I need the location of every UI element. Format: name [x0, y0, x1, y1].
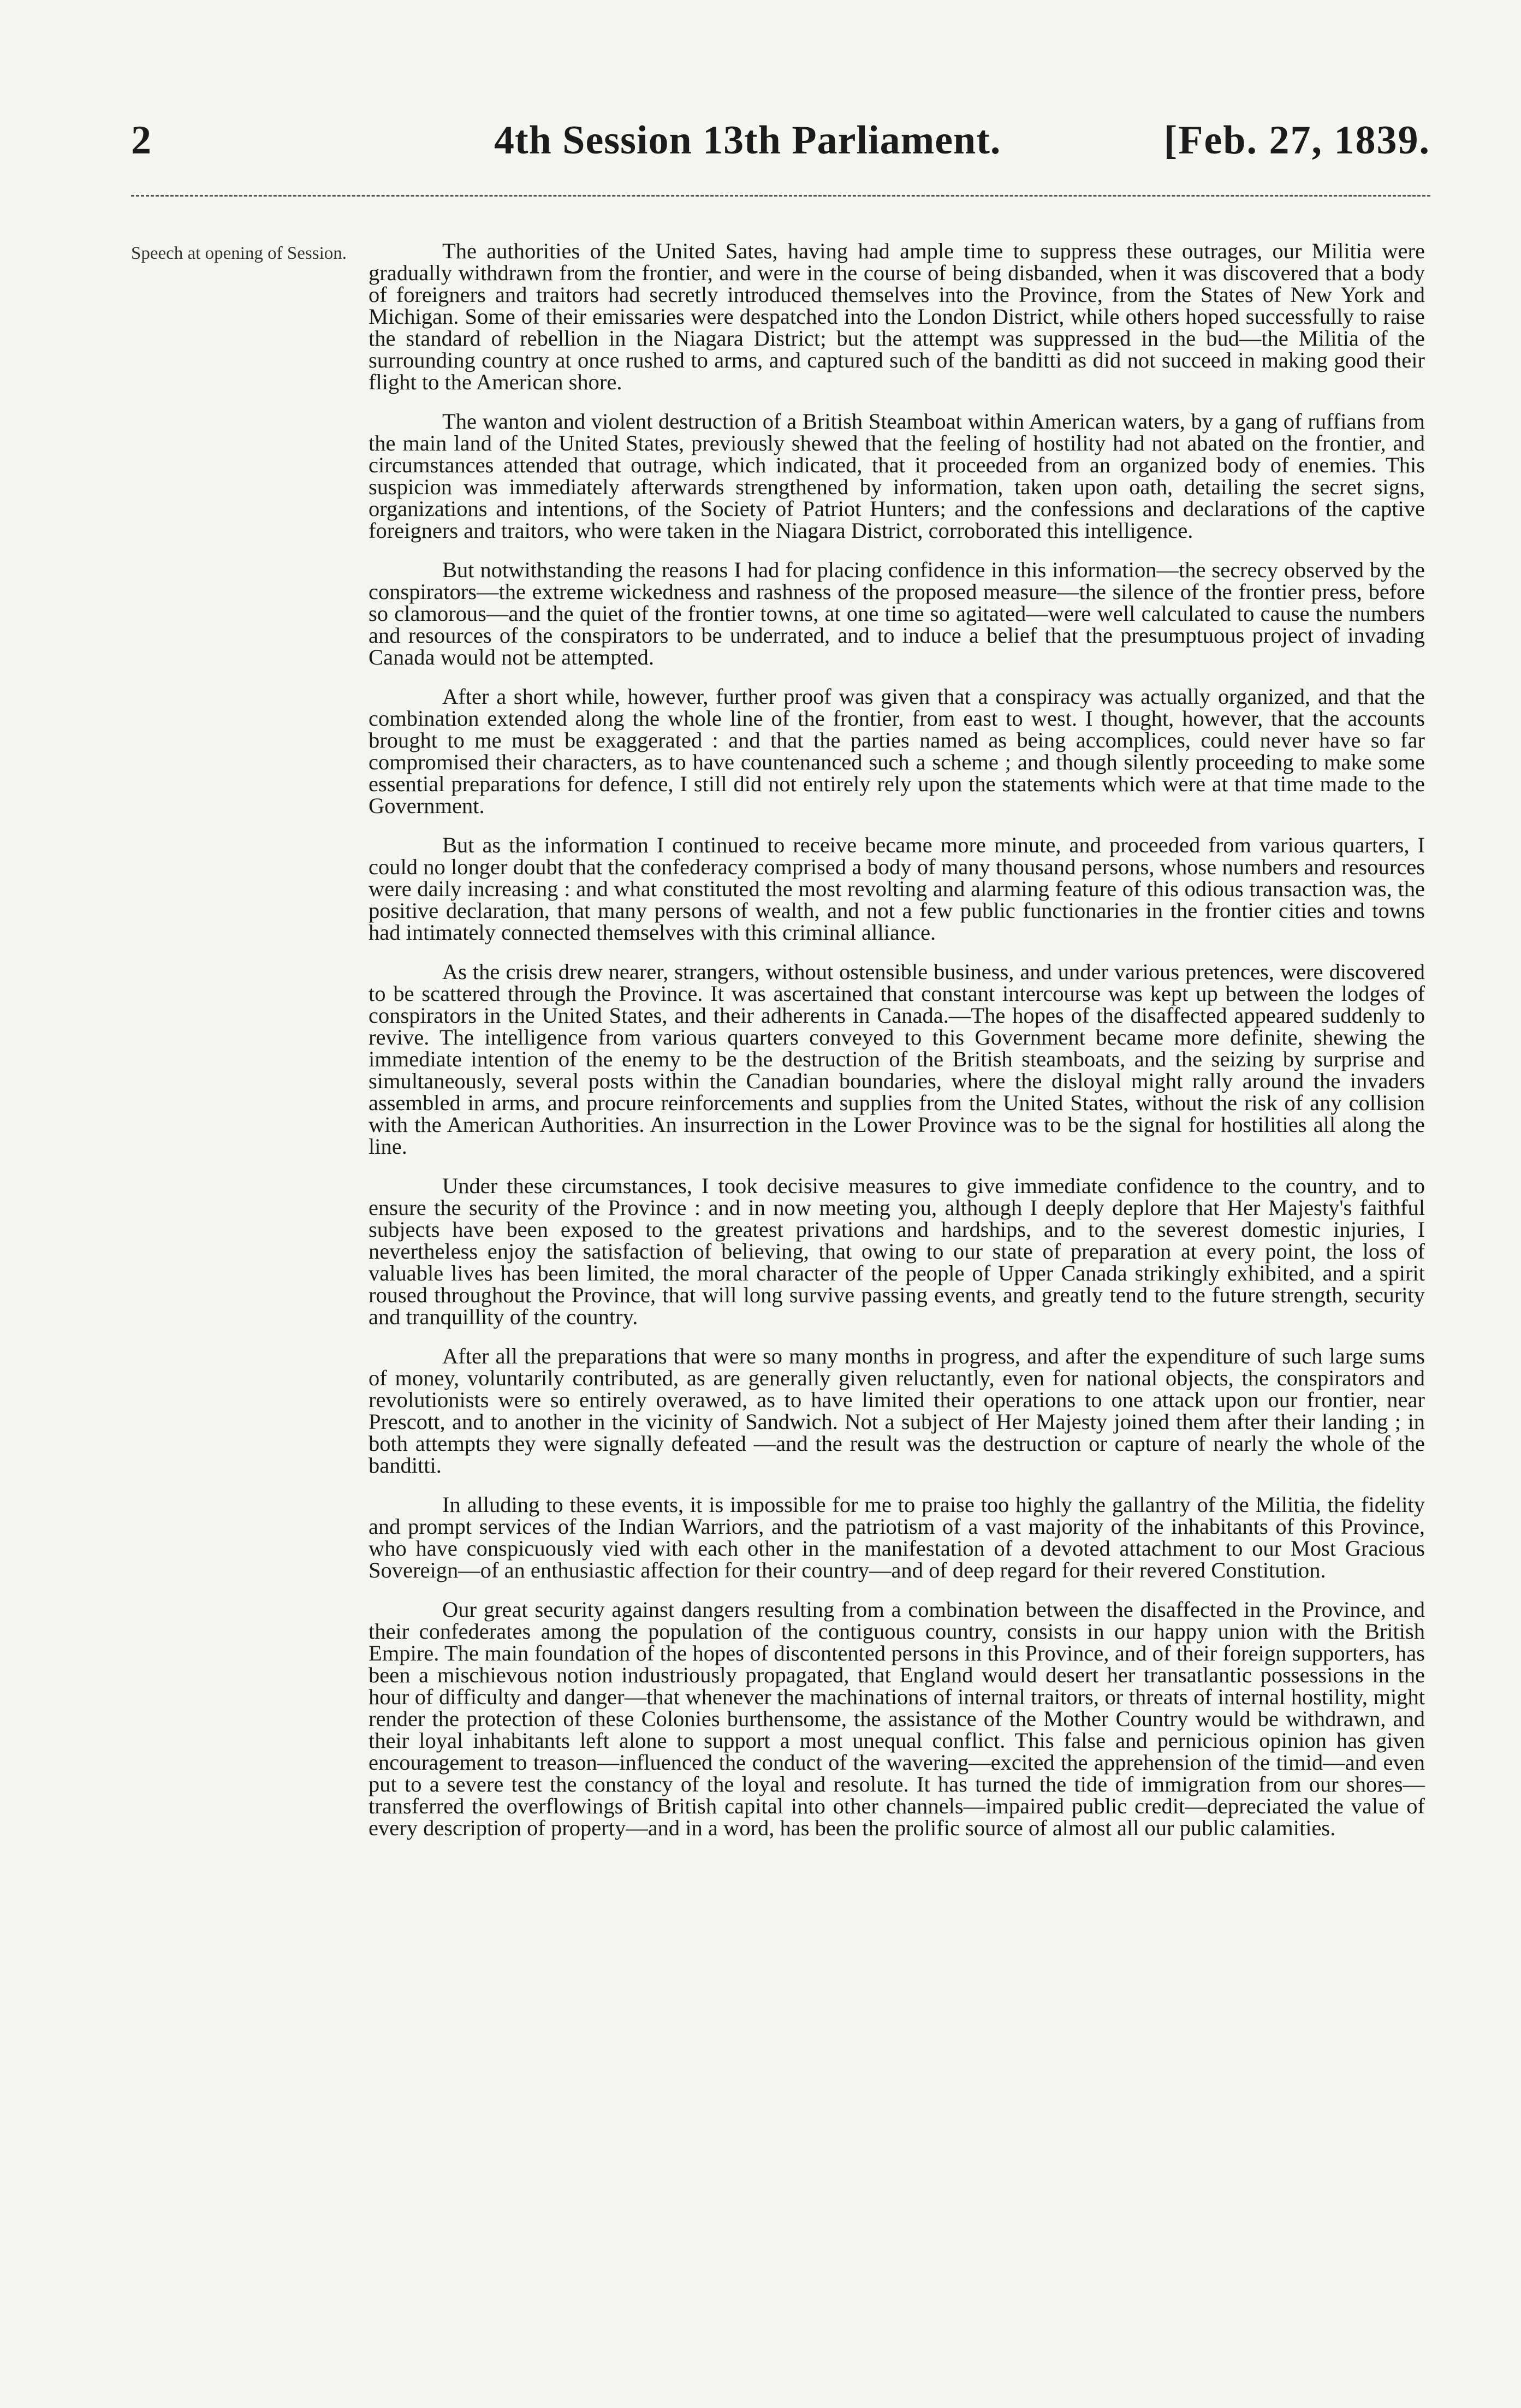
paragraph: After all the preparations that were so many months in progress, and after the expenditure of such large sums of money, voluntarily contributed, as are generally given reluctantly, even for national objects, the conspirators and revolutionists were so entirely overawed, as to have limited their operations to one attack upon our frontier, near Prescott, and to another in the vicinity of Sandwich. Not a subject of Her Majesty joined them after their landing ; in both attempts they were signally defeated —and the result was the destruction or capture of nearly the whole of the banditti.: [369, 1344, 1425, 1478]
paragraph: But as the information I continued to receive became more minute, and proceeded from various quarters, I could no longer doubt that the confederacy comprised a body of many thousand persons, whose numbers and resources were daily increasing : and what constituted the most revolting and alarming feature of this odious transaction was, the positive declaration, that many persons of wealth, and not a few public functionaries in the frontier cities and towns had intimately connected themselves with this criminal alliance.: [369, 833, 1425, 945]
paragraph: But notwithstanding the reasons I had for placing confidence in this information—the secrecy observed by the conspirators—the extreme wickedness and rashness of the proposed measure—the silence of the frontier press, before so clamorous—and the quiet of the frontier towns, at one time so agitated—were well calculated to cause the numbers and resources of the conspirators to be underrated, and to induce a belief that the presumptuous project of invading Canada would not be attempted.: [369, 557, 1425, 669]
paragraph: After a short while, however, further proof was given that a conspiracy was actually organized, and that the combination extended along the whole line of the frontier, from east to west. I thought, however, that the accounts brought to me must be exaggerated : and that the parties named as being accomplices, could never have so far compromised their characters, as to have countenanced such a scheme ; and though silently proceeding to make some essential preparations for defence, I still did not entirely rely upon the statements which were at that time made to the Government.: [369, 684, 1425, 818]
header-rule: [131, 195, 1430, 197]
margin-note: Speech at opening of Session.: [131, 244, 347, 263]
session-title: 4th Session 13th Parliament.: [494, 118, 1001, 163]
paragraph: As the crisis drew nearer, strangers, without ostensible business, and under various pretences, were discovered to be scattered through the Province. It was ascertained that constant intercourse was kept up between the lodges of conspirators in the United States, and their adherents in Canada.—The hopes of the disaffected appeared suddenly to revive. The intelligence from various quarters conveyed to this Government became more definite, shewing the immediate intention of the enemy to be the destruction of the British steamboats, and the seizing by surprise and simultaneously, several posts within the Canadian boundaries, where the disloyal might rally around the invaders assembled in arms, and procure reinforcements and supplies from the United States, without the risk of any collision with the American Authorities. An insurrection in the Lower Province was to be the signal for hostilities all along the line.: [369, 959, 1425, 1159]
paragraph: The authorities of the United Sates, having had ample time to suppress these outrages, our Militia were gradually withdrawn from the frontier, and were in the course of being disbanded, when it was discovered that a body of foreigners and traitors had secretly introduced themselves into the Province, from the States of New York and Michigan. Some of their emissaries were despatched into the London District, while others hoped successfully to raise the standard of rebellion in the Niagara District; but the attempt was suppressed in the bud—the Militia of the surrounding country at once rushed to arms, and captured such of the banditti as did not succeed in making good their flight to the American shore.: [369, 239, 1425, 394]
paragraph: The wanton and violent destruction of a British Steamboat within American waters, by a gang of ruffians from the main land of the United States, previously shewed that the feeling of hostility had not abated on the frontier, and circumstances attended that outrage, which indicated, that it proceeded from an organized body of enemies. This suspicion was immediately afterwards strengthened by information, taken upon oath, detailing the secret signs, organizations and intentions, of the Society of Patriot Hunters; and the confessions and declarations of the captive foreigners and traitors, who were taken in the Niagara District, corroborated this intelligence.: [369, 409, 1425, 543]
paragraph: In alluding to these events, it is impossible for me to praise too highly the gallantry of the Militia, the fidelity and prompt services of the Indian Warriors, and the patriotism of a vast majority of the inhabitants of this Province, who have conspicuously vied with each other in the manifestation of a devoted attachment to our Most Gracious Sovereign—of an enthusiastic affection for their country—and of deep regard for their revered Constitution.: [369, 1492, 1425, 1582]
page-number: 2: [131, 118, 151, 163]
header-date: [Feb. 27, 1839.: [1163, 118, 1430, 163]
paragraph: Under these circumstances, I took decisive measures to give immediate confidence to the country, and to ensure the security of the Province : and in now meeting you, although I deeply deplore that Her Majesty's faithful subjects have been exposed to the greatest privations and hardships, and to the severest domestic injuries, I nevertheless enjoy the satisfaction of believing, that owing to our state of preparation at every point, the loss of valuable lives has been limited, the moral character of the people of Upper Canada strikingly exhibited, and a spirit roused throughout the Province, that will long survive passing events, and greatly tend to the future strength, security and tranquillity of the country.: [369, 1173, 1425, 1329]
body-text: [369, 240, 1425, 1857]
paragraph: Our great security against dangers resulting from a combination between the disaffected in the Province, and their confederates among the population of the contiguous country, consists in our happy union with the British Empire. The main foundation of the hopes of discontented persons in this Province, and of their foreign supporters, has been a mischievous notion industriously propagated, that England would desert her transatlantic possessions in the hour of difficulty and danger—that whenever the machinations of internal traitors, or threats of internal hostility, might render the protection of these Colonies burthensome, the assistance of the Mother Country would be withdrawn, and their loyal inhabitants left alone to support a most unequal conflict. This false and pernicious opinion has given encouragement to treason—influenced the conduct of the wavering—excited the apprehension of the timid—and even put to a severe test the constancy of the loyal and resolute. It has turned the tide of immigration from our shores—transferred the overflowings of British capital into other channels—impaired public credit—depreciated the value of every description of property—and in a word, has been the prolific source of almost all our public calamities.: [369, 1597, 1425, 1840]
page-header: [131, 117, 1430, 177]
